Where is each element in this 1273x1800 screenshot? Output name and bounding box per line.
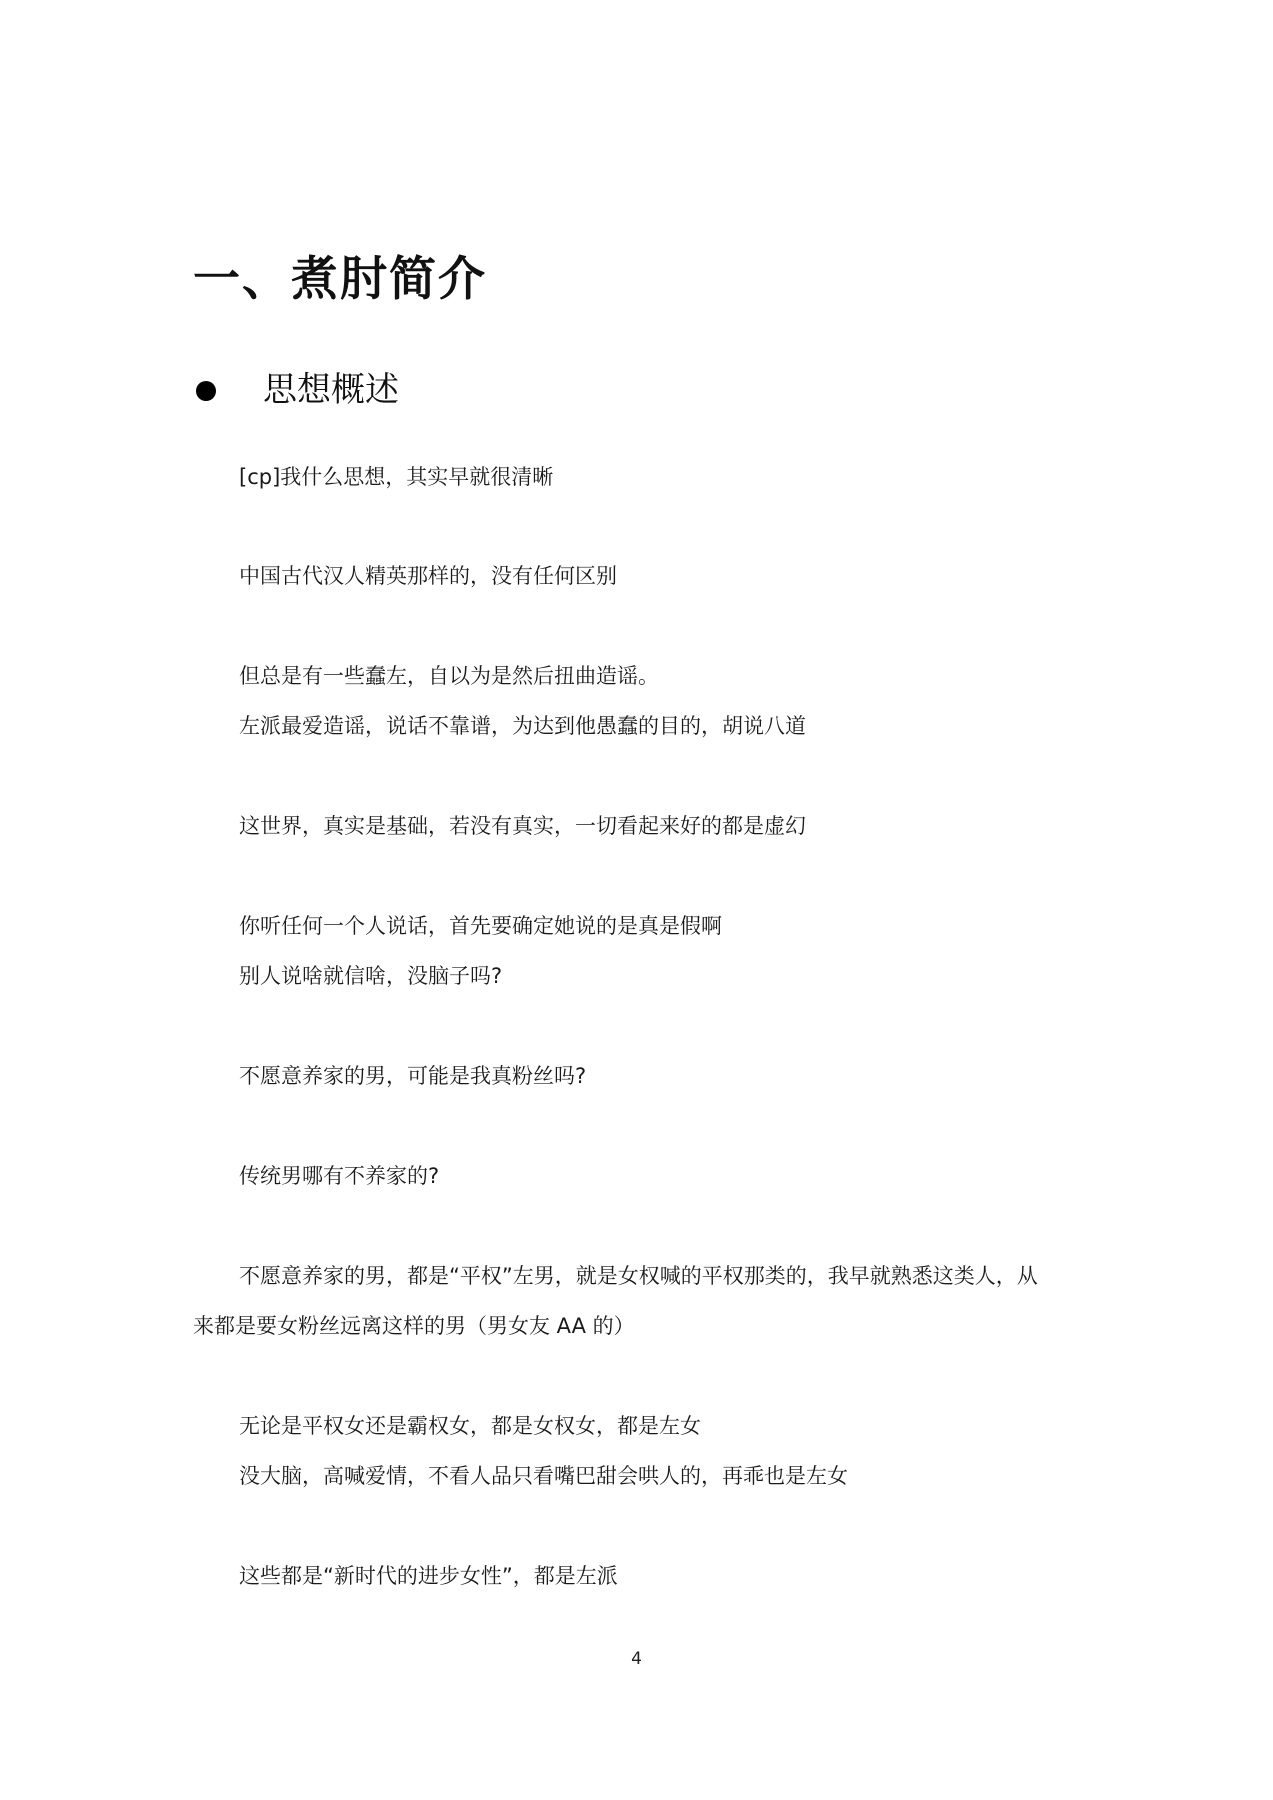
paragraph-line: 不愿意养家的男，可能是我真粉丝吗?	[239, 1064, 587, 1088]
paragraph-line: [cp]我什么思想，其实早就很清晰	[239, 465, 554, 489]
chapter-title: 一、煮肘简介	[193, 252, 487, 307]
paragraph-line: 这些都是“新时代的进步女性”，都是左派	[239, 1564, 618, 1588]
paragraph-line: 中国古代汉人精英那样的，没有任何区别	[239, 564, 617, 588]
paragraph-line: 传统男哪有不养家的?	[239, 1164, 440, 1188]
paragraph-line: 无论是平权女还是霸权女，都是女权女，都是左女	[239, 1414, 701, 1438]
section-title: 思想概述	[263, 370, 399, 410]
paragraph-line: 这世界，真实是基础，若没有真实，一切看起来好的都是虚幻	[239, 814, 806, 838]
bullet-icon	[196, 381, 216, 401]
paragraph-line: 但总是有一些蠢左，自以为是然后扭曲造谣。	[239, 664, 659, 688]
paragraph-line: 来都是要女粉丝远离这样的男（男女友 AA 的）	[193, 1314, 635, 1338]
page-number: 4	[631, 1649, 642, 1669]
paragraph-line: 你听任何一个人说话，首先要确定她说的是真是假啊	[239, 914, 722, 938]
paragraph-line: 左派最爱造谣，说话不靠谱，为达到他愚蠢的目的，胡说八道	[239, 714, 806, 738]
paragraph-line: 不愿意养家的男，都是“平权”左男，就是女权喊的平权那类的，我早就熟悉这类人，从	[239, 1264, 1038, 1288]
paragraph-line: 别人说啥就信啥，没脑子吗?	[239, 964, 503, 988]
paragraph-line: 没大脑，高喊爱情，不看人品只看嘴巴甜会哄人的，再乖也是左女	[239, 1464, 848, 1488]
